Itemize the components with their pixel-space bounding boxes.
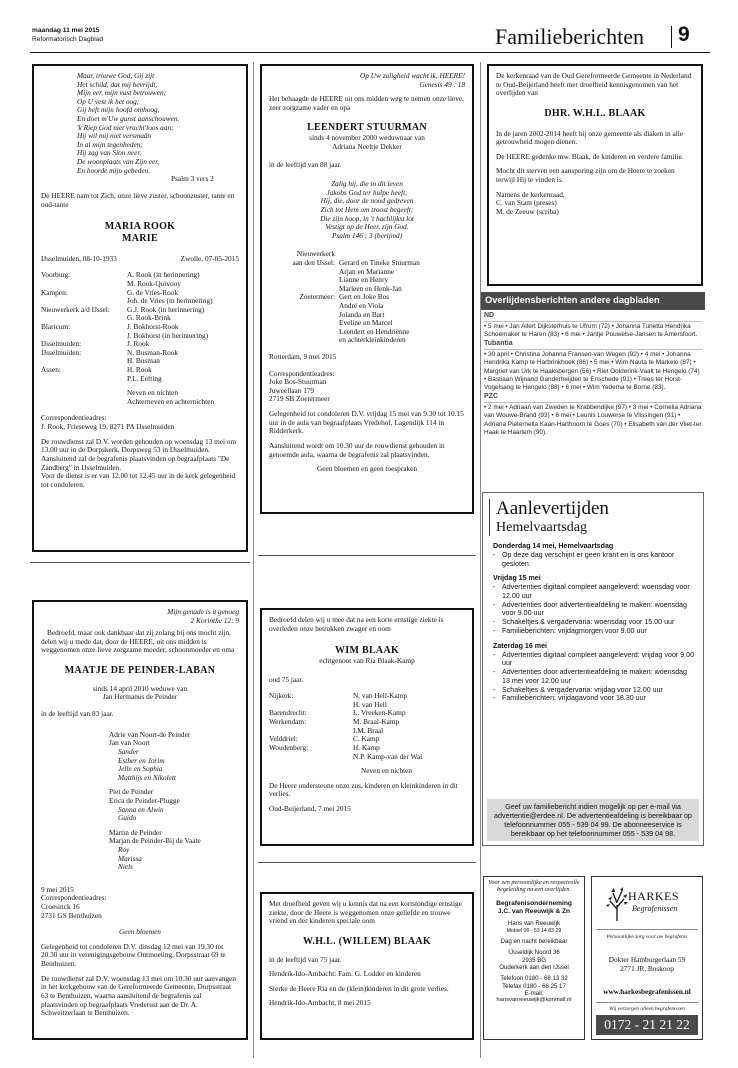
thursday-note: Op deze dag verschijnt er geen krant en is ons kantoor gesloten. xyxy=(502,550,675,568)
verse-reference: Genesis 49 : 18 xyxy=(419,79,465,89)
harkes-tagline: Persoonlijke zorg voor uw begrafenis xyxy=(596,929,698,940)
saturday-item: Advertenties door advertentieafdeling te maken: woensdag 13 mei voor 12.00 uur xyxy=(502,668,687,685)
deadlines-title: Aanlevertijden xyxy=(496,498,609,519)
label-tubantia: Tubantia xyxy=(484,340,702,350)
day-thursday: Donderdag 14 mei, Hemelvaartsdag xyxy=(493,541,614,550)
notice-church-council xyxy=(487,64,703,286)
obituary-maatje-de-peinder xyxy=(32,600,248,1040)
obituary-maria-rook xyxy=(32,64,248,552)
condolence-info: Voor de dienst is er van 12.00 tot 12.45 uur in de kerk gelegenheid tot condoleren. xyxy=(41,471,236,489)
deceased-name: LEENDERT STUURMAN xyxy=(307,122,427,134)
age: in de leeftijd van 88 jaar. xyxy=(269,160,342,170)
harkes-note: Wij verzorgen alleen begrafenissen xyxy=(596,1002,698,1012)
ad-email[interactable]: hansvanreeuwijk@kpnmail.nl xyxy=(496,997,572,1004)
page-number: 9 xyxy=(678,23,690,46)
poem: Zalig hij, die in dit leven Jakobs God ter hulpe heeft; Hij, die, door de nood gedreven Zich tot Hem om troost begeeft; Die zijn hoop, in 't hachlijkst lot Vestigt op de Heer, zijn God. Psalm 146 : 3 (berijmd) xyxy=(320,179,414,240)
verse: Op Uw zaligheid wacht ik, HEERE! xyxy=(360,71,465,80)
harkes-address2: 2771 JR, Boskoop xyxy=(620,963,674,973)
day-saturday: Zaterdag 16 mei xyxy=(493,641,548,650)
burial-info: Aansluitend zal de begrafenis plaatsvinden op begraafplaats "De Zandberg" in IJsselmuiden. xyxy=(41,453,230,472)
ad-company-name: J.C. van Reeuwijk & Zn xyxy=(497,907,571,915)
no-flowers: Geen bloemen xyxy=(119,927,161,937)
no-flowers: Geen bloemen en geen toespraken xyxy=(316,464,418,474)
deadlines-footer: Geef uw familiebericht indien mogelijk op per e-mail via advertentie@erdee.nl. De advertentieafdeling is bereikbaar op telefoonnummer 055 - 539 04 99. De abonneeservice is bereikbaar op het telefoonnummer 055 - 539 04 98. xyxy=(487,799,699,841)
service-info: De rouwdienst zal D.V. worden gehouden op woensdag 13 mei om 13.00 uur in de Dorpskerk, Dorpsweg 53 in IJsselmuiden. xyxy=(41,436,237,455)
deceased-name: MAATJE DE PEINDER-LABAN xyxy=(64,665,216,677)
harkes-phone[interactable]: 0172 - 21 21 22 xyxy=(596,1015,698,1035)
list-nd: • 5 mei • Jan Allert Dijksterhuis te Ufrum (72) • Johanna Tunetta Hendrika Schoemaker te Haren (83) • 6 mei • Jantje Pouwelse-Jansen te Amersfoort. xyxy=(484,322,698,339)
death: Zwolle, 07-05-2015 xyxy=(180,253,239,263)
header-paper: Reformatorisch Dagblad xyxy=(32,36,104,43)
correspondence: Correspondentieadres: Croesinck 16 2731 GS Benthuizen xyxy=(41,893,107,920)
family: Hendrik-Ido-Ambacht: Fam. G. Lodder en kinderen xyxy=(269,969,421,979)
saturday-item: Advertenties digitaal compleet aangeleverd: vrijdag voor 9.00 uur xyxy=(502,650,695,668)
harkes-website[interactable]: www.harkesbegrafenissen.nl xyxy=(603,987,691,996)
label-nd: ND xyxy=(484,312,702,322)
widower-line: sinds 4 november 2000 weduwnaar van xyxy=(309,133,425,143)
family-list: Nijkerk: N. van Hell-Kamp H. van Hell Barendrecht: L. Vreeken-Kamp Werkendam: M. Braal-Kamp I.M. Braal Velddriel: C. Kamp Woudenberg: H. Kamp N.P. Kamp-van der Wal Neven en nichten xyxy=(269,691,423,776)
place-date: Rotterdam, 9 mei 2015 xyxy=(269,352,337,362)
family-list: Adrie van Noort-de Peinder Jan van Noort Sander Esther en Jorim Jelle en Sophia Matthijs en Nikolett Piet de Peinder Erica de Peinder-Plugge Sanna en Alwin Guido Martin de Peinder Marjan de Peinder-Bij de Vaate Roy Marissa Niels xyxy=(109,729,201,872)
harkes-brand: HARKES xyxy=(628,889,680,903)
date: 9 mei 2015 xyxy=(41,884,74,894)
age: in de leeftijd van 83 jaar. xyxy=(41,709,114,719)
ad-van-reeuwijk xyxy=(483,876,585,1040)
poem: Maar, trouwe God, Gij zijt Het schild, dat mij bevrijdt, Mijn eer, mijn vast betrouwen; Op U vest ik het oog; Gij heft mijn hoofd omhoog, En doet m'Uw gunst aanschouwen. 'k Riep God niet vrucht'loos aan; Hij wil mij niet versmaân In al mijn tegenheden; Hij zag van Sion neer, De woonplaats van Zijn eer, En hoorde mijn gebeden. xyxy=(77,71,180,175)
deceased-name: W.H.L. (WILLEM) BLAAK xyxy=(303,935,431,947)
deceased-name: DHR. W.H.L. BLAAK xyxy=(544,107,646,119)
ad-person: Hans van Reeuwijk xyxy=(507,920,561,928)
support-note: Sterke de Heere Ria en de (klein)kinderen in dit grote verlies. xyxy=(269,983,449,993)
intro: Bedroefd, maar ook dankbaar dat zij zolang bij ons mocht zijn, delen wij u mede dat, door de HEERE, uit ons midden is weggenomen onze lieve zorgzame moeder, schoonmoeder en oma xyxy=(41,628,235,655)
day-friday: Vrijdag 15 mei xyxy=(493,574,541,583)
widow-line: sinds 14 april 2010 weduwe van xyxy=(92,683,188,693)
saturday-item: Familieberichten: vrijdagavond voor 18.30 uur xyxy=(502,694,646,703)
place-date: Hendrik-Ido-Ambacht, 8 mei 2015 xyxy=(269,998,371,1008)
ad-mobile[interactable]: Mobiel 06 - 53 14 83 29 xyxy=(506,927,562,934)
intro: De kerkenraad van de Oud Gereformeerde Gemeente in Nederland te Oud-Beijerland heeft met droefheid kennisgenomen van het overlijden van xyxy=(496,71,692,98)
tree-logo-icon xyxy=(604,887,630,921)
deceased-name: WIM BLAAK xyxy=(334,645,400,657)
ad-email-label: E-mail: xyxy=(524,989,544,997)
harkes-address1: Dokter Hamburgerlaan 59 xyxy=(608,955,686,965)
deadlines-panel: Aanlevertijden Hemelvaartsdag Donderdag 14 mei, Hemelvaartsdag - Op deze dag verschijnt er geen krant en is ons kantoor gesloten. Vrijdag 15 mei - Advertenties digitaal compleet aangeleverd: woensdag voor 12.00 uur - Advertenties door advertentieafdeling te maken: woensdag voor 9.00 uur - Schakeltjes & vergadervaria: woensdag voor 15.00 uur - Familieberichten: vrijdagmorgen voor 9.00 uur Zaterdag 16 mei - Advertenties digitaal compleet aangeleverd: vrijdag voor 9.00 uur - Advertenties door advertentieafdeling te maken: woensdag 13 mei voor 12.00 uur - Schakeltjes & vergadervaria: vrijdag voor 12.00 uur - Familieberichten: vrijdagavond voor 18.30 uur Geef uw familiebericht indien mogelijk op per e-mail via advertentie@erdee.nl. De advertentieafdeling is bereikbaar op telefoonnummer 055 - 539 04 99. De abonneeservice is bereikbaar op het telefoonnummer 055 - 539 04 98. xyxy=(482,492,704,846)
other-newspapers-panel xyxy=(481,292,705,458)
friday-item: Schakeltjes & vergadervaria: woensdag voor 15.00 uur xyxy=(502,618,675,627)
family-list: Nieuwerkerk aan den IJssel: Gerard en Tineke Stuurman Arjan en Marianne Lianne en Henry Marleen en Henk-Jan Zoetermeer: Gert en Joke Bos André en Viola Jolanda en Bart Eveline en Marcel Leendert en Hendriënne en achterkleinkinderen xyxy=(292,249,420,345)
place-date: Oud-Beijerland, 7 mei 2015 xyxy=(269,803,351,813)
saturday-item: Schakeltjes & vergadervaria: vrijdag voor 12.00 uur xyxy=(502,685,663,694)
friday-item: Advertenties digitaal compleet aangeleverd: woensdag voor 12.00 uur xyxy=(502,583,690,600)
birth: IJsselmuiden, 08-10-1933 xyxy=(41,253,117,263)
ad-harkes xyxy=(591,876,703,1040)
spouse-line: echtgenoot van Ria Blaak-Kamp xyxy=(319,656,415,666)
verse: Mijn genade is u genoeg xyxy=(167,607,239,616)
correspondence-label: Correspondentieadres: xyxy=(41,413,107,423)
friday-item: Familieberichten: vrijdagmorgen voor 9.00 uur xyxy=(502,627,647,636)
condolence-info: Gelegenheid tot condoleren D.V. dinsdag 12 mei van 19.30 tot 20.30 uur in verenigingsgebouw Ontmoeting, Dorpsstraat 69 te Benthuizen. xyxy=(41,941,226,969)
spouse-name: Adriana Neeltje Dekker xyxy=(332,141,402,151)
correspondence-address: J. Rook, Frieseweg 19, 8271 PA IJsselmuiden xyxy=(41,422,175,432)
intro: Met droefheid geven wij u kennis dat na een kortstondige ernstige ziekte, door de Heere is weggenomen onze geliefde en trouwe vriend en der kinderen speciale oom xyxy=(269,899,462,926)
ad-tagline: Voor een persoonlijke en respectvolle begeleiding na een overlijden. xyxy=(488,880,580,894)
support-note: De Heere ondersteune onze zus, kinderen en kleinkinderen in dit verlies. xyxy=(269,780,458,799)
poem-reference: Psalm 3 vers 2 xyxy=(171,174,214,184)
panel-title: Overlijdensberichten andere dagbladen xyxy=(481,292,705,310)
service-info: Aansluitend wordt om 10.30 uur de rouwdienst gehouden in genoemde aula, waarna de begrafenis zal plaatsvinden. xyxy=(269,440,445,459)
ad-phone[interactable]: Telefoon 0180 - 68 13 32 xyxy=(500,975,568,983)
age: oud 75 jaar. xyxy=(269,674,304,684)
spouse-name: Jan Hermanus de Peinder xyxy=(102,692,178,702)
paragraph-exhortation: Mocht dit sterven een aansporing zijn om de Heere te zoeken terwijl Hij te vinden is. xyxy=(496,166,675,185)
age: in de leeftijd van 75 jaar. xyxy=(269,954,342,964)
ad-address: IJsseldijk Noord 36 2935 BG Ouderkerk aan den IJssel xyxy=(499,949,569,971)
section-title: Familieberichten xyxy=(495,24,645,49)
deceased-name: MARIA ROOK xyxy=(104,221,176,233)
paragraph-remember: De HEERE gedenke mw. Blaak, de kinderen en verdere familie. xyxy=(496,151,684,161)
friday-item: Advertenties door advertentieafdeling te maken: woensdag voor 9.00 uur xyxy=(502,600,687,618)
deceased-nickname: MARIE xyxy=(122,232,158,244)
service-info: De rouwdienst zal D.V. woensdag 13 mei om 10.30 uur aanvangen in het kerkgebouw van de Gereformeerde Gemeente, Dorpsstraat 63 te Benthuizen, waarna aansluitend de begrafenis zal plaatsvinden op begraafplaats Vrederust aan de Dr. A. Schweitzerlaan te Benthuizen. xyxy=(41,973,237,1018)
deadlines-subtitle: Hemelvaartsdag xyxy=(496,519,587,535)
paragraph-service: In de jaren 2002-2014 heeft hij onze gemeente als diaken in alle getrouwheid mogen dienen. xyxy=(496,128,684,147)
signature: Namens de kerkenraad, C. van Stam (preses) M. de Zeeuw (scriba) xyxy=(496,189,565,216)
condolence-info: Gelegenheid tot condoleren D.V. vrijdag 15 mei van 9.30 tot 10.15 uur in de aula van begraafplaats Vredehof, Lagendijk 114 in Ridderkerk. xyxy=(269,409,464,436)
verse-reference: 2 Korinthe 12: 9 xyxy=(190,615,239,625)
obituary-willem-blaak xyxy=(260,892,474,1040)
ad-company: Begrafenisonderneming xyxy=(496,899,572,907)
ad-fax: Telefax 0180 - 68 25 17 xyxy=(502,982,566,990)
family-list: Voorburg: A. Rook (in herinnering) M. Rook-Quivooy Kampen: G. de Vries-Rook Joh. de Vries (in herinnering) Nieuwerkerk a/d IJssel: G.J. Rook (in herinnering) G. Rook-Brink Blaricum: J. Bokhorst-Rook J. Bokhorst (in herinnering) IJsselmuiden: J. Rook IJsselmuiden: N. Busman-Rook H. Busman Assen: H. Rook P.L. Eefting Neven en nichten Achterneven en achternichten xyxy=(41,270,215,406)
intro: De HEERE nam tot Zich, onze lieve zuster, schoonzuster, tante en oud-tante xyxy=(41,190,235,209)
ad-availability: Dag en nacht bereikbaar xyxy=(500,937,568,945)
intro: Het behaagde de HEERE uit ons midden weg te nemen onze lieve, zeer zorgzame vader en opa xyxy=(269,94,464,112)
obituary-wim-blaak xyxy=(260,608,474,846)
intro: Bedroefd delen wij u mee dat na een korte ernstige ziekte is overleden onze betrokken zwager en oom xyxy=(269,615,444,633)
list-pzc: • 2 mei • Adriaan van Zweden te Krabbendijke (97) • 3 mei • Cornelia Adriana van Wouwe-Brand (93) • 6 mei • Leunis Louwerse te Vlissingen (91) • Adriana Pieternella Kaan-Harthoorn te Goes (70) • Elisabeth van der Vliet-ter Haak te Haarlem (90). xyxy=(484,404,702,436)
label-pzc: PZC xyxy=(484,393,702,403)
obituary-leendert-stuurman xyxy=(260,64,474,514)
correspondence: Correspondentieadres: Joke Bos-Stuurman Juweellaan 179 2719 SB Zoetermeer xyxy=(269,368,335,404)
header-date: maandag 11 mei 2015 xyxy=(32,27,100,34)
harkes-sub: Begrafenissen xyxy=(632,904,678,913)
list-tubantia: • 30 april • Christina Johanna Fransen-van Wegen (92) • 4 mei • Johanna Hendrika Kamp te Harbrinkhoek (86) • 5 mei • Wim Nauta te Markelo (87) • Margriet van Urk te Haaksbergen (56) • Riet Oolderink-Vaalt te Hengelo (74) • Bastiaan Wijnand Ganderheijden te Enschede (91) • Trees ter Horst-Vogelsang te Hengelo (88) • 6 mei • Wim Yedema te Borne (83). xyxy=(484,351,700,392)
